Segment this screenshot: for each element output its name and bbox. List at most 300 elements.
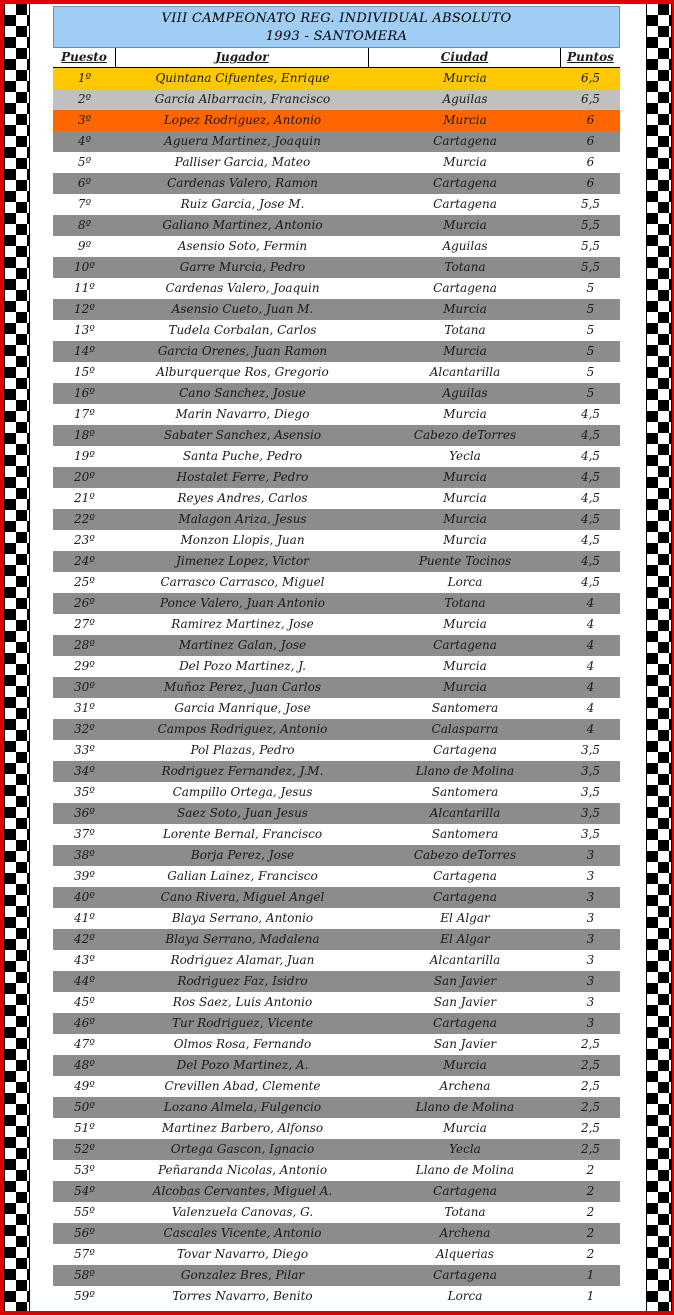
cell-jugador: Blaya Serrano, Madalena: [165, 932, 320, 946]
table-row: [53, 1097, 620, 1118]
cell-puesto: 40º: [74, 890, 95, 904]
cell-puntos: 5: [586, 323, 595, 337]
cell-ciudad: Cartagena: [433, 197, 497, 211]
cell-jugador: Lopez Rodriguez, Antonio: [163, 113, 322, 127]
table-row: [53, 1055, 620, 1076]
cell-puntos: 6: [586, 134, 595, 148]
cell-jugador: Galiano Martinez, Antonio: [162, 218, 323, 232]
cell-puntos: 4,5: [580, 575, 601, 589]
cell-ciudad: Cartagena: [433, 1016, 497, 1030]
cell-jugador: Pol Plazas, Pedro: [190, 743, 295, 757]
cell-puntos: 2,5: [580, 1079, 601, 1093]
cell-jugador: Santa Puche, Pedro: [182, 449, 303, 463]
cell-puntos: 5,5: [580, 197, 601, 211]
cell-jugador: Alburquerque Ros, Gregorio: [156, 365, 329, 379]
cell-ciudad: Santomera: [431, 701, 499, 715]
table-row: [53, 845, 620, 866]
cell-ciudad: Santomera: [431, 827, 499, 841]
cell-puesto: 38º: [74, 848, 95, 862]
cell-jugador: Cardenas Valero, Ramon: [167, 176, 318, 190]
cell-jugador: Cardenas Valero, Joaquin: [165, 281, 320, 295]
cell-puesto: 45º: [74, 995, 95, 1009]
table-row: [53, 299, 620, 320]
cell-jugador: Ramirez Martinez, Jose: [171, 617, 314, 631]
cell-puesto: 14º: [74, 344, 95, 358]
cell-ciudad: Yecla: [449, 1142, 481, 1156]
cell-puesto: 44º: [74, 974, 95, 988]
cell-puesto: 37º: [74, 827, 95, 841]
cell-puesto: 35º: [74, 785, 95, 799]
cell-ciudad: Murcia: [443, 71, 487, 85]
cell-jugador: Garcia Orenes, Juan Ramon: [157, 344, 328, 358]
cell-puntos: 3: [586, 869, 595, 883]
cell-ciudad: Llano de Molina: [415, 1163, 515, 1177]
cell-jugador: Valenzuela Canovas, G.: [171, 1205, 314, 1219]
cell-puntos: 3,5: [580, 764, 601, 778]
cell-ciudad: Murcia: [443, 617, 487, 631]
cell-puntos: 5: [586, 281, 595, 295]
cell-ciudad: Yecla: [449, 449, 481, 463]
table-row: [53, 425, 620, 446]
cell-ciudad: Totana: [444, 596, 486, 610]
cell-ciudad: Llano de Molina: [415, 764, 515, 778]
table-row: [53, 194, 620, 215]
cell-ciudad: Totana: [444, 260, 486, 274]
cell-jugador: Crevillen Abad, Clemente: [164, 1079, 321, 1093]
title-line-1: VIII CAMPEONATO REG. INDIVIDUAL ABSOLUTO: [161, 11, 512, 26]
cell-puesto: 11º: [74, 281, 95, 295]
cell-puesto: 15º: [74, 365, 95, 379]
table-row: [53, 635, 620, 656]
cell-jugador: Garre Murcia, Pedro: [179, 260, 306, 274]
table-row: [53, 257, 620, 278]
cell-jugador: Monzon Llopis, Juan: [180, 533, 305, 547]
cell-puesto: 59º: [74, 1289, 95, 1303]
header-ciudad: Ciudad: [369, 48, 561, 67]
cell-ciudad: Murcia: [443, 344, 487, 358]
cell-jugador: Ros Saez, Luis Antonio: [172, 995, 313, 1009]
cell-ciudad: Cabezo deTorres: [413, 848, 517, 862]
header-puntos: Puntos: [567, 50, 614, 64]
table-row: [53, 1076, 620, 1097]
cell-puntos: 3: [586, 974, 595, 988]
cell-puesto: 48º: [74, 1058, 95, 1072]
cell-ciudad: San Javier: [433, 995, 497, 1009]
table-row: [53, 950, 620, 971]
table-row: [53, 677, 620, 698]
cell-ciudad: Lorca: [447, 575, 483, 589]
table-row: [53, 551, 620, 572]
cell-puesto: 21º: [74, 491, 95, 505]
table-row: [53, 929, 620, 950]
cell-puntos: 4,5: [580, 428, 601, 442]
cell-ciudad: Murcia: [443, 155, 487, 169]
cell-jugador: Cascales Vicente, Antonio: [163, 1226, 322, 1240]
table-row: [53, 593, 620, 614]
cell-puesto: 51º: [74, 1121, 95, 1135]
cell-ciudad: Archena: [439, 1079, 491, 1093]
table-row: [53, 446, 620, 467]
cell-jugador: Sabater Sanchez, Asensio: [163, 428, 322, 442]
cell-ciudad: Murcia: [443, 302, 487, 316]
cell-puesto: 41º: [74, 911, 95, 925]
cell-jugador: Campillo Ortega, Jesus: [172, 785, 313, 799]
cell-jugador: Ortega Gascon, Ignacio: [170, 1142, 315, 1156]
cell-puntos: 5: [586, 386, 595, 400]
cell-ciudad: Alquerias: [436, 1247, 494, 1261]
cell-puesto: 36º: [74, 806, 95, 820]
cell-puntos: 5,5: [580, 239, 601, 253]
cell-puesto: 47º: [74, 1037, 95, 1051]
cell-puesto: 18º: [74, 428, 95, 442]
cell-puesto: 3º: [77, 113, 92, 127]
cell-ciudad: El Algar: [440, 932, 490, 946]
cell-puntos: 6,5: [580, 71, 601, 85]
table-row: [53, 530, 620, 551]
table-row: [53, 803, 620, 824]
table-row: [53, 1244, 620, 1265]
table-row: [53, 1223, 620, 1244]
cell-puesto: 43º: [74, 953, 95, 967]
cell-puntos: 5,5: [580, 260, 601, 274]
cell-jugador: Lozano Almela, Fulgencio: [163, 1100, 322, 1114]
cell-ciudad: Murcia: [443, 1058, 487, 1072]
table-row: [53, 320, 620, 341]
cell-jugador: Gonzalez Bres, Pilar: [180, 1268, 305, 1282]
cell-puesto: 22º: [74, 512, 95, 526]
cell-jugador: Del Pozo Martinez, J.: [179, 659, 306, 673]
cell-puesto: 25º: [74, 575, 95, 589]
cell-puesto: 10º: [74, 260, 95, 274]
cell-puesto: 56º: [74, 1226, 95, 1240]
cell-puntos: 3: [586, 953, 595, 967]
cell-ciudad: Murcia: [443, 680, 487, 694]
cell-ciudad: Cartagena: [433, 134, 497, 148]
cell-puesto: 26º: [74, 596, 95, 610]
cell-puntos: 4: [586, 680, 595, 694]
cell-ciudad: Cartagena: [433, 743, 497, 757]
table-row: [53, 341, 620, 362]
cell-jugador: Torres Navarro, Benito: [172, 1289, 313, 1303]
table-row: [53, 698, 620, 719]
cell-puesto: 1º: [77, 71, 92, 85]
cell-jugador: Tur Rodriguez, Vicente: [171, 1016, 314, 1030]
cell-jugador: Ruiz Garcia, Jose M.: [180, 197, 305, 211]
table-row: [53, 173, 620, 194]
cell-jugador: Jimenez Lopez, Victor: [176, 554, 309, 568]
cell-puntos: 3,5: [580, 785, 601, 799]
table-row: [53, 1118, 620, 1139]
cell-puntos: 6: [586, 155, 595, 169]
cell-ciudad: Aguilas: [442, 386, 488, 400]
cell-puesto: 16º: [74, 386, 95, 400]
cell-puesto: 28º: [74, 638, 95, 652]
cell-jugador: Quintana Cifuentes, Enrique: [155, 71, 330, 85]
cell-puesto: 49º: [74, 1079, 95, 1093]
cell-ciudad: Murcia: [443, 1121, 487, 1135]
cell-puntos: 3,5: [580, 827, 601, 841]
table-row: [53, 362, 620, 383]
cell-ciudad: Totana: [444, 323, 486, 337]
cell-ciudad: Aguilas: [442, 92, 488, 106]
table-row: [53, 1265, 620, 1286]
cell-puesto: 46º: [74, 1016, 95, 1030]
header-puesto: Puesto: [53, 48, 116, 67]
table-row: [53, 1013, 620, 1034]
cell-puntos: 2,5: [580, 1037, 601, 1051]
cell-ciudad: Cartagena: [433, 281, 497, 295]
cell-jugador: Blaya Serrano, Antonio: [171, 911, 314, 925]
cell-jugador: Tovar Navarro, Diego: [176, 1247, 309, 1261]
table-row: [53, 992, 620, 1013]
cell-puesto: 34º: [74, 764, 95, 778]
cell-puntos: 5,5: [580, 218, 601, 232]
cell-ciudad: El Algar: [440, 911, 490, 925]
cell-puesto: 32º: [74, 722, 95, 736]
cell-puntos: 2: [586, 1205, 595, 1219]
cell-ciudad: Aguilas: [442, 239, 488, 253]
cell-puntos: 6,5: [580, 92, 601, 106]
cell-jugador: Reyes Andres, Carlos: [177, 491, 308, 505]
table-row: [53, 236, 620, 257]
cell-ciudad: San Javier: [433, 974, 497, 988]
table-row: [53, 383, 620, 404]
cell-puntos: 4,5: [580, 407, 601, 421]
cell-jugador: Cano Sanchez, Josue: [179, 386, 306, 400]
cell-jugador: Borja Perez, Jose: [190, 848, 295, 862]
cell-jugador: Hostalet Ferre, Pedro: [176, 470, 309, 484]
cell-puntos: 2,5: [580, 1058, 601, 1072]
cell-puntos: 4: [586, 617, 595, 631]
table-row: [53, 1139, 620, 1160]
table-row: [53, 908, 620, 929]
cell-ciudad: Lorca: [447, 1289, 483, 1303]
checkered-border-left-outer: [4, 4, 30, 1311]
table-row: [53, 719, 620, 740]
cell-ciudad: Alcantarilla: [429, 953, 501, 967]
cell-puntos: 4,5: [580, 512, 601, 526]
cell-puntos: 4,5: [580, 470, 601, 484]
cell-puesto: 29º: [74, 659, 95, 673]
cell-puntos: 4: [586, 722, 595, 736]
cell-puesto: 55º: [74, 1205, 95, 1219]
cell-puesto: 19º: [74, 449, 95, 463]
table-row: [53, 89, 620, 110]
cell-puntos: 1: [586, 1268, 595, 1282]
table-row: [53, 824, 620, 845]
cell-ciudad: Murcia: [443, 218, 487, 232]
standings-table: [53, 6, 620, 1307]
cell-jugador: Martinez Barbero, Alfonso: [161, 1121, 324, 1135]
table-row: [53, 488, 620, 509]
cell-ciudad: Murcia: [443, 512, 487, 526]
cell-puesto: 9º: [77, 239, 92, 253]
cell-puesto: 54º: [74, 1184, 95, 1198]
table-row: [53, 740, 620, 761]
cell-puntos: 5: [586, 302, 595, 316]
cell-ciudad: San Javier: [433, 1037, 497, 1051]
cell-puesto: 27º: [74, 617, 95, 631]
header-jugador: Jugador: [116, 48, 369, 67]
cell-jugador: Rodriguez Faz, Isidro: [177, 974, 308, 988]
cell-puntos: 5: [586, 344, 595, 358]
table-row: [53, 656, 620, 677]
cell-jugador: Rodriguez Alamar, Juan: [170, 953, 315, 967]
table-body: [53, 68, 620, 1307]
cell-puesto: 12º: [74, 302, 95, 316]
cell-puntos: 3: [586, 932, 595, 946]
cell-ciudad: Santomera: [431, 785, 499, 799]
cell-puesto: 30º: [74, 680, 95, 694]
cell-puntos: 2,5: [580, 1121, 601, 1135]
cell-puntos: 3: [586, 911, 595, 925]
table-row: [53, 1202, 620, 1223]
cell-jugador: Lorente Bernal, Francisco: [162, 827, 323, 841]
table-row: [53, 971, 620, 992]
table-title: [53, 6, 620, 48]
cell-ciudad: Alcantarilla: [429, 806, 501, 820]
table-header: [53, 48, 620, 68]
cell-puesto: 33º: [74, 743, 95, 757]
cell-puntos: 2: [586, 1247, 595, 1261]
table-row: [53, 509, 620, 530]
cell-puntos: 4: [586, 596, 595, 610]
cell-puntos: 3: [586, 848, 595, 862]
cell-puntos: 2,5: [580, 1142, 601, 1156]
cell-puesto: 2º: [77, 92, 92, 106]
cell-jugador: Muñoz Perez, Juan Carlos: [163, 680, 322, 694]
cell-ciudad: Murcia: [443, 113, 487, 127]
cell-jugador: Garcia Manrique, Jose: [174, 701, 311, 715]
table-row: [53, 404, 620, 425]
cell-jugador: Saez Soto, Juan Jesus: [177, 806, 308, 820]
cell-jugador: Campos Rodriguez, Antonio: [157, 722, 328, 736]
cell-jugador: Alcobas Cervantes, Miguel A.: [152, 1184, 333, 1198]
cell-puesto: 23º: [74, 533, 95, 547]
cell-ciudad: Cartagena: [433, 1184, 497, 1198]
cell-jugador: Martinez Galan, Jose: [178, 638, 307, 652]
cell-puntos: 6: [586, 113, 595, 127]
cell-puesto: 39º: [74, 869, 95, 883]
cell-puesto: 31º: [74, 701, 95, 715]
cell-puntos: 2: [586, 1226, 595, 1240]
cell-puntos: 4,5: [580, 449, 601, 463]
cell-ciudad: Cartagena: [433, 869, 497, 883]
table-row: [53, 614, 620, 635]
title-line-2: 1993 - SANTOMERA: [265, 29, 408, 44]
cell-ciudad: Murcia: [443, 470, 487, 484]
table-row: [53, 572, 620, 593]
cell-jugador: Olmos Rosa, Fernando: [173, 1037, 312, 1051]
cell-jugador: Asensio Cueto, Juan M.: [171, 302, 314, 316]
table-row: [53, 152, 620, 173]
cell-puntos: 4,5: [580, 533, 601, 547]
cell-puntos: 4,5: [580, 554, 601, 568]
cell-jugador: Galian Lainez, Francisco: [167, 869, 318, 883]
cell-puesto: 57º: [74, 1247, 95, 1261]
cell-puesto: 5º: [77, 155, 92, 169]
cell-puesto: 7º: [77, 197, 92, 211]
cell-ciudad: Totana: [444, 1205, 486, 1219]
cell-jugador: Malagon Ariza, Jesus: [178, 512, 307, 526]
cell-puntos: 5: [586, 365, 595, 379]
cell-puntos: 2: [586, 1184, 595, 1198]
cell-jugador: Asensio Soto, Fermin: [177, 239, 308, 253]
cell-puesto: 58º: [74, 1268, 95, 1282]
cell-ciudad: Cartagena: [433, 638, 497, 652]
cell-jugador: Cano Rivera, Miguel Angel: [160, 890, 325, 904]
cell-puntos: 3,5: [580, 743, 601, 757]
cell-ciudad: Murcia: [443, 533, 487, 547]
cell-puntos: 3: [586, 995, 595, 1009]
checkered-border-right-outer: [646, 4, 672, 1311]
cell-ciudad: Calasparra: [431, 722, 499, 736]
cell-puntos: 2,5: [580, 1100, 601, 1114]
table-row: [53, 110, 620, 131]
cell-ciudad: Cabezo deTorres: [413, 428, 517, 442]
cell-puesto: 42º: [74, 932, 95, 946]
cell-puesto: 13º: [74, 323, 95, 337]
table-row: [53, 215, 620, 236]
cell-jugador: Ponce Valero, Juan Antonio: [160, 596, 325, 610]
cell-ciudad: Cartagena: [433, 176, 497, 190]
cell-ciudad: Cartagena: [433, 1268, 497, 1282]
cell-puntos: 4: [586, 701, 595, 715]
cell-jugador: Aguera Martinez, Joaquin: [164, 134, 321, 148]
cell-puntos: 2: [586, 1163, 595, 1177]
cell-puesto: 6º: [77, 176, 92, 190]
cell-puesto: 17º: [74, 407, 95, 421]
cell-puntos: 1: [586, 1289, 595, 1303]
cell-ciudad: Cartagena: [433, 890, 497, 904]
cell-puesto: 4º: [77, 134, 92, 148]
table-row: [53, 782, 620, 803]
cell-puesto: 24º: [74, 554, 95, 568]
table-row: [53, 1286, 620, 1307]
cell-jugador: Garcia Albarracin, Francisco: [154, 92, 331, 106]
cell-puntos: 4: [586, 659, 595, 673]
table-row: [53, 1034, 620, 1055]
cell-jugador: Del Pozo Martinez, A.: [176, 1058, 309, 1072]
cell-puntos: 3: [586, 890, 595, 904]
table-row: [53, 278, 620, 299]
table-row: [53, 68, 620, 89]
cell-jugador: Tudela Corbalan, Carlos: [168, 323, 317, 337]
cell-jugador: Carrasco Carrasco, Miguel: [160, 575, 325, 589]
cell-puesto: 20º: [74, 470, 95, 484]
table-row: [53, 761, 620, 782]
cell-ciudad: Llano de Molina: [415, 1100, 515, 1114]
cell-puntos: 3: [586, 1016, 595, 1030]
cell-ciudad: Alcantarilla: [429, 365, 501, 379]
table-row: [53, 467, 620, 488]
cell-puesto: 50º: [74, 1100, 95, 1114]
cell-puntos: 6: [586, 176, 595, 190]
cell-ciudad: Puente Tocinos: [418, 554, 512, 568]
cell-ciudad: Archena: [439, 1226, 491, 1240]
cell-jugador: Palliser Garcia, Mateo: [174, 155, 311, 169]
cell-puesto: 53º: [74, 1163, 95, 1177]
table-row: [53, 1160, 620, 1181]
table-row: [53, 1181, 620, 1202]
cell-ciudad: Murcia: [443, 407, 487, 421]
table-row: [53, 131, 620, 152]
cell-jugador: Rodriguez Fernandez, J.M.: [161, 764, 324, 778]
cell-jugador: Marin Navarro, Diego: [175, 407, 310, 421]
cell-puesto: 8º: [77, 218, 92, 232]
cell-puntos: 4: [586, 638, 595, 652]
cell-puntos: 4,5: [580, 491, 601, 505]
